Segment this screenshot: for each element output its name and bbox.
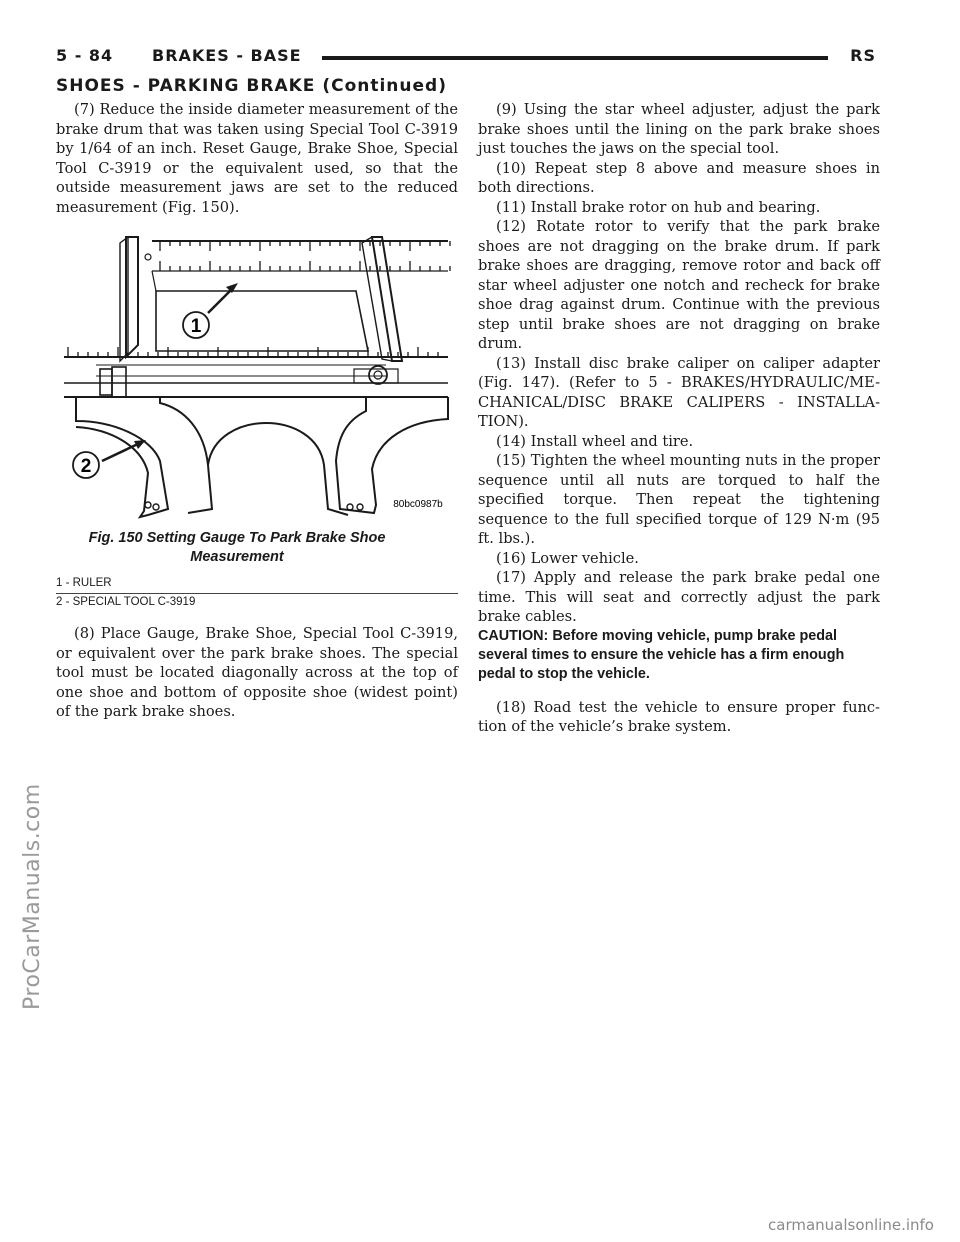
svg-text:1: 1 xyxy=(190,316,202,337)
callout-1 xyxy=(183,312,209,338)
step-13: (13) Install disc brake caliper on caliper adapter (Fig. 147). (Refer to 5 - BRAKES/HYDRAULIC/ME-CHANICAL/DISC BRAKE CALIPERS - INSTALLA-TION). xyxy=(478,354,880,430)
vehicle-code: RS xyxy=(850,46,876,65)
step-9: (9) Using the star wheel adjuster, adjust the park brake shoes until the lining on the park brake shoes just touches the jaws on the special tool. xyxy=(478,101,880,157)
step-7: (7) Reduce the inside diameter measurement of the brake drum that was taken using Special Tool C-3919 by 1/64 of an inch. Reset Gauge, Brake Shoe, Special Tool C-3919 or the equivalent used, so that the outside measurement jaws are set to the reduced measurement (Fig. 150). xyxy=(56,101,458,216)
section-name: BRAKES - BASE xyxy=(152,46,302,65)
step-16: (16) Lower vehicle. xyxy=(496,549,639,567)
gauge-illustration xyxy=(56,233,458,519)
step-17: (17) Apply and release the park brake pedal one time. This will seat and correctly adjust the park brake cables. xyxy=(478,569,880,625)
figure-caption: Fig. 150 Setting Gauge To Park Brake Shoe Measurement xyxy=(88,530,386,565)
page-number: 5 - 84 xyxy=(56,46,114,65)
header-rule xyxy=(322,56,828,60)
step-14: (14) Install wheel and tire. xyxy=(496,432,694,450)
callout-2 xyxy=(73,452,99,478)
figure-150 xyxy=(56,233,458,610)
step-10: (10) Repeat step 8 above and measure shoes in both directions. xyxy=(478,159,880,196)
right-column xyxy=(478,100,880,737)
caution-note: CAUTION: Before moving vehicle, pump brake pedal several times to ensure the vehicle has a firm enough pedal to stop the vehicle. xyxy=(478,627,845,682)
watermark: ProCarManuals.com xyxy=(20,783,45,1010)
legend-item-special-tool: 2 - SPECIAL TOOL C-3919 xyxy=(56,596,196,608)
legend-item-ruler: 1 - RULER xyxy=(56,577,112,589)
figure-legend xyxy=(56,575,458,610)
footer-url: carmanualsonline.info xyxy=(768,1216,934,1234)
step-12: (12) Rotate rotor to verify that the park brake shoes are not dragging on the brake drum. If park brake shoes are dragging, remove rotor and back off star wheel adjuster one notch and recheck for brake shoe drag against drum. Continue with the previous step until brake shoes are not dragging on brake drum. xyxy=(478,218,880,352)
image-code: 80bc0987b xyxy=(393,499,443,510)
page-header xyxy=(56,44,876,70)
step-11: (11) Install brake rotor on hub and bearing. xyxy=(496,198,821,216)
svg-text:2: 2 xyxy=(80,456,92,477)
step-18: (18) Road test the vehicle to ensure proper func-tion of the vehicle’s brake system. xyxy=(478,698,880,735)
section-title: SHOES - PARKING BRAKE (Continued) xyxy=(56,76,447,96)
step-8: (8) Place Gauge, Brake Shoe, Special Tool C-3919, or equivalent over the park brake shoes. The special tool must be located diagonally across at the top of one shoe and bottom of opposite shoe (widest point) of the park brake shoes. xyxy=(56,625,458,720)
left-column xyxy=(56,100,458,722)
step-15: (15) Tighten the wheel mounting nuts in the proper sequence until all nuts are torqued to half the specified torque. Then repeat the tightening sequence to the full specified torque of 129 N·m (95 ft. lbs.). xyxy=(478,452,880,547)
